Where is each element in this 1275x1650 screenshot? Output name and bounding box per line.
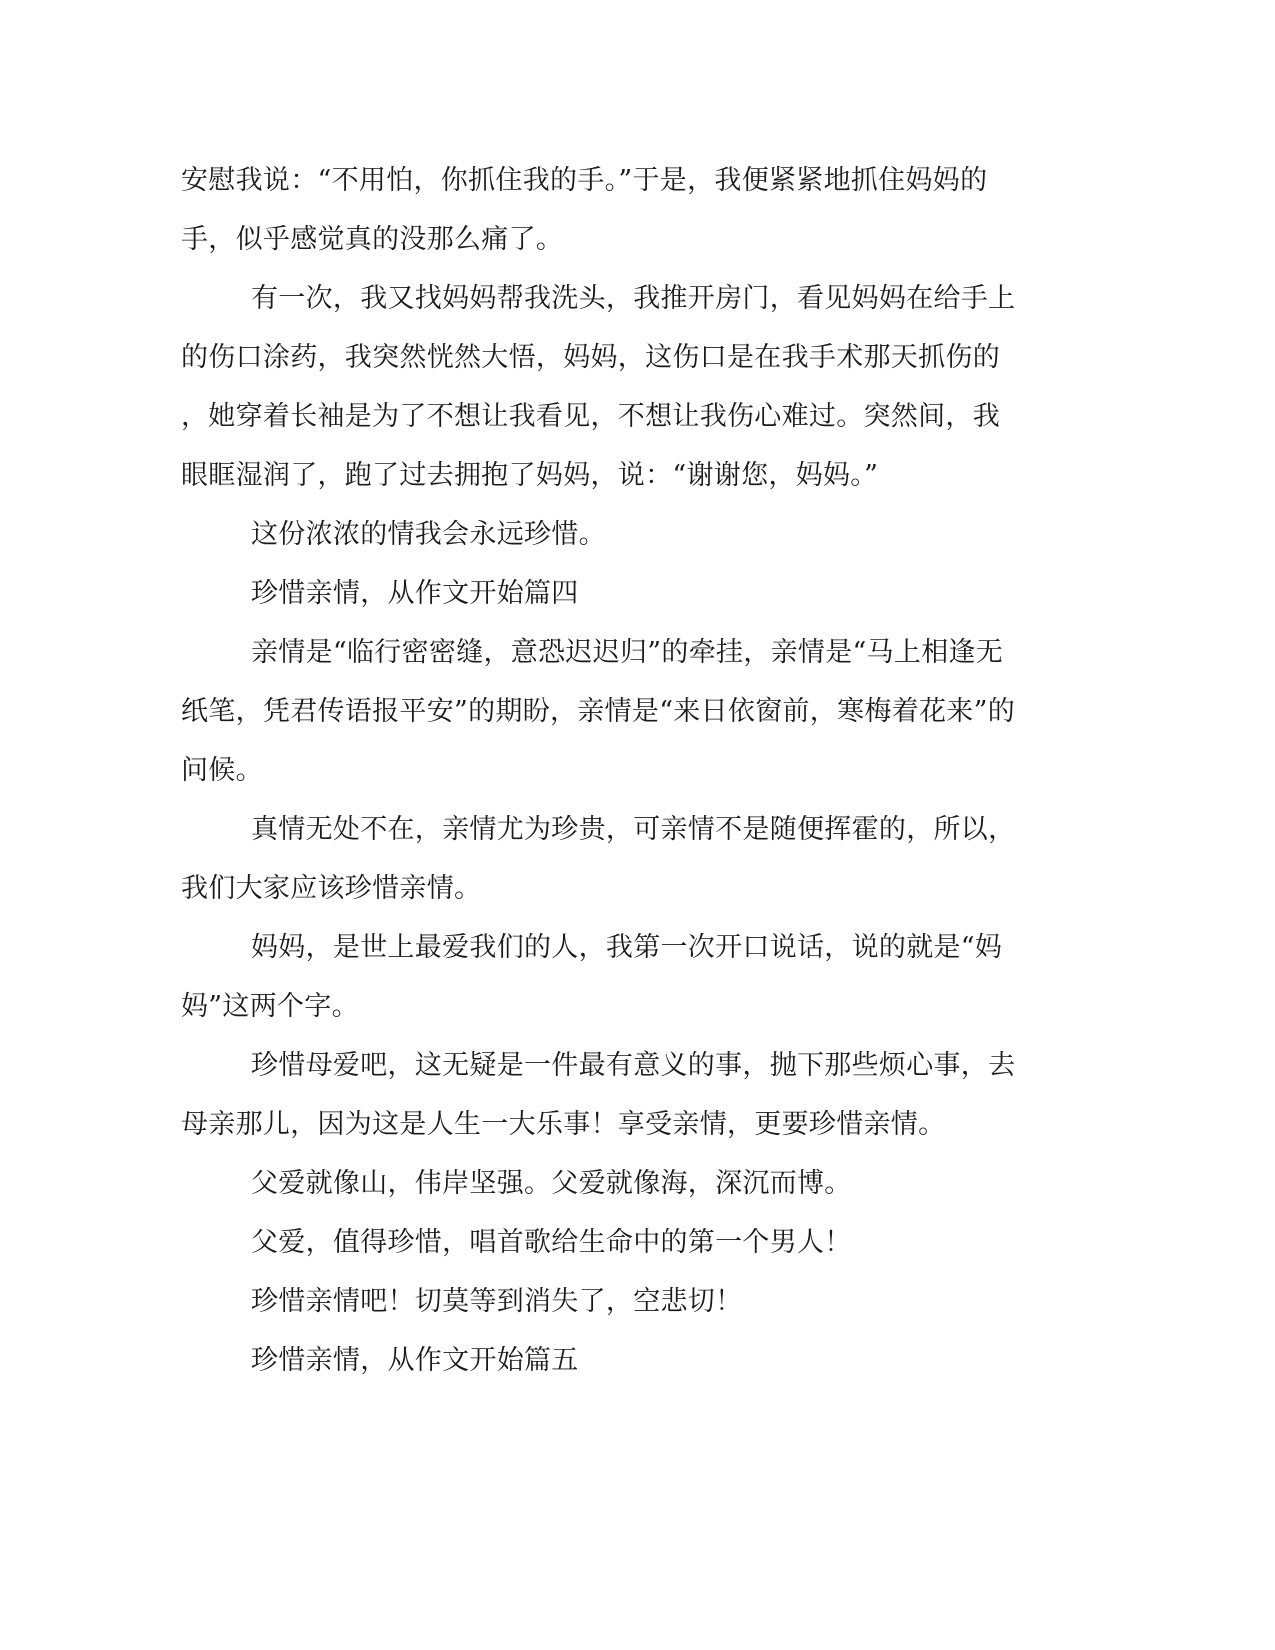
text-line: 有一次，我又找妈妈帮我洗头，我推开房门，看见妈妈在给手上 [251,283,1016,314]
text-line: 我们大家应该珍惜亲情。 [181,873,482,904]
text-line: 父爱，值得珍惜，唱首歌给生命中的第一个男人！ [251,1227,852,1258]
text-line: 珍惜母爱吧，这无疑是一件最有意义的事，抛下那些烦心事，去 [251,1050,1016,1081]
text-line: 珍惜亲情吧！切莫等到消失了，空悲切！ [251,1286,743,1317]
section-heading: 珍惜亲情，从作文开始篇四 [251,578,579,609]
text-line: 父爱就像山，伟岸坚强。父爱就像海，深沉而博。 [251,1168,852,1199]
text-line: 纸笔，凭君传语报平安”的期盼，亲情是“来日依窗前，寒梅着花来”的 [181,696,1016,727]
text-line: 亲情是“临行密密缝，意恐迟迟归”的牵挂，亲情是“马上相逢无 [251,637,1004,668]
text-line: 这份浓浓的情我会永远珍惜。 [251,519,606,550]
text-line: 妈”这两个字。 [181,991,359,1022]
section-heading: 珍惜亲情，从作文开始篇五 [251,1345,579,1376]
text-line: 问候。 [181,755,263,786]
text-line: 妈妈，是世上最爱我们的人，我第一次开口说话，说的就是“妈 [251,932,1003,963]
text-line: 手，似乎感觉真的没那么痛了。 [181,224,564,255]
text-line: 真情无处不在，亲情尤为珍贵，可亲情不是随便挥霍的，所以， [251,814,1016,845]
text-line: 的伤口涂药，我突然恍然大悟，妈妈，这伤口是在我手术那天抓伤的 [181,342,1000,373]
text-line: 眼眶湿润了，跑了过去拥抱了妈妈，说：“谢谢您，妈妈。” [181,460,879,491]
text-line: 母亲那儿，因为这是人生一大乐事！享受亲情，更要珍惜亲情。 [181,1109,946,1140]
text-line: 安慰我说：“不用怕，你抓住我的手。”于是，我便紧紧地抓住妈妈的 [181,165,988,196]
text-line: ，她穿着长袖是为了不想让我看见，不想让我伤心难过。突然间，我 [181,401,1000,432]
